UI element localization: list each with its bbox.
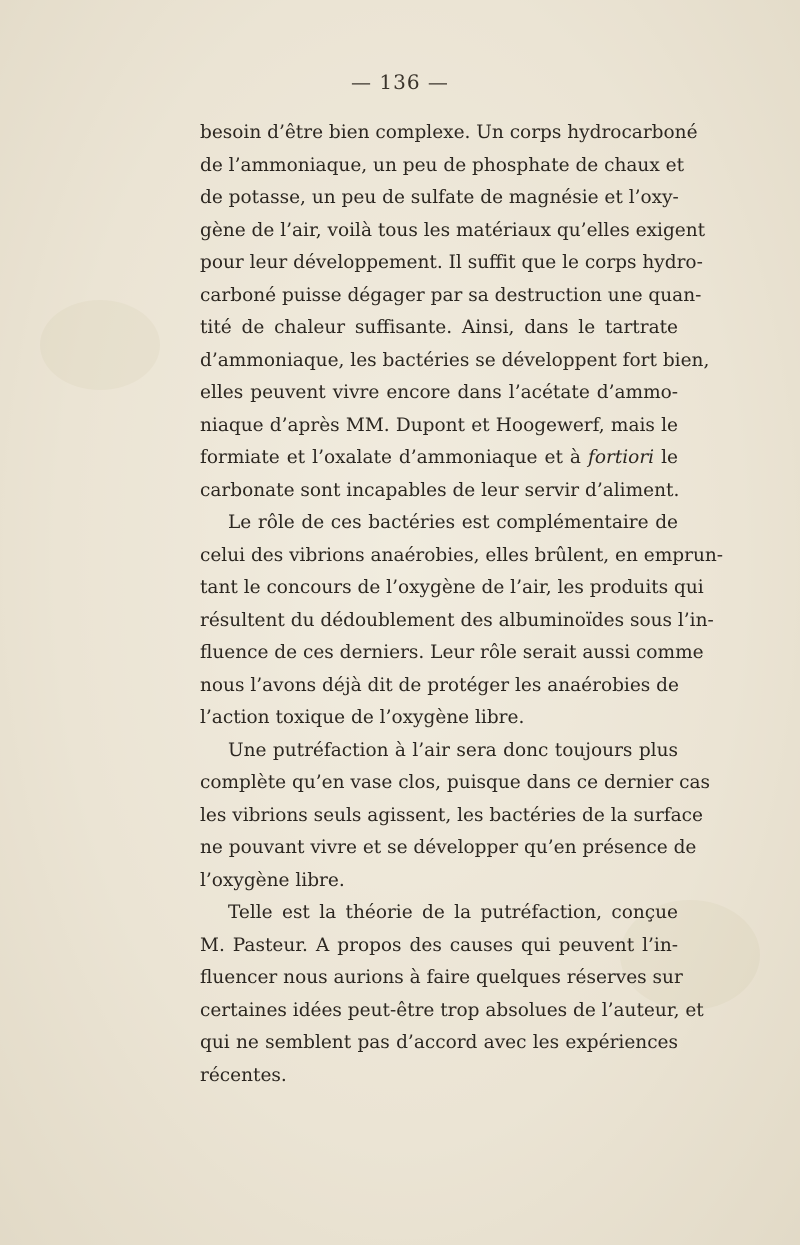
- text-line: gène de l’air, voilà tous les matériaux qu’elles exigent: [200, 219, 706, 241]
- text-line: carbonate sont incapables de leur servir d’aliment.: [200, 479, 680, 501]
- text-line: niaque d’après MM. Dupont et Hoogewerf, mais le: [200, 414, 678, 436]
- text-line: fluencer nous aurions à faire quelques réserves sur: [200, 967, 683, 988]
- text-line: résultent du dédoublement des albuminoïdes sous l’in-: [200, 609, 714, 631]
- paper-stain: [40, 300, 160, 390]
- text-line: fluence de ces derniers. Leur rôle serait aussi comme: [200, 642, 704, 663]
- text-fragment: formiate et l’oxalate d’ammoniaque et à: [200, 447, 588, 468]
- text-line: elles peuvent vivre encore dans l’acétate d’ammo-: [200, 382, 678, 403]
- text-line: Une putréfaction à l’air sera donc toujours plus: [228, 739, 678, 761]
- text-line: nous l’avons déjà dit de protéger les anaérobies de: [200, 674, 679, 696]
- text-line: Le rôle de ces bactéries est complémentaire de: [228, 512, 678, 533]
- text-line: qui ne semblent pas d’accord avec les expériences: [200, 1032, 678, 1053]
- text-line: ne pouvant vivre et se développer qu’en présence de: [200, 837, 697, 858]
- italic-term: fortiori: [588, 447, 655, 468]
- text-line: récentes.: [200, 1064, 287, 1086]
- text-line: celui des vibrions anaérobies, elles brûlent, en emprun-: [200, 544, 724, 566]
- text-line: carboné puisse dégager par sa destruction une quan-: [200, 284, 702, 306]
- text-line: [200, 442, 678, 475]
- text-line: de potasse, un peu de sulfate de magnésie et l’oxy-: [200, 187, 679, 208]
- text-line: l’oxygène libre.: [200, 869, 345, 891]
- page-number: — 136 —: [351, 70, 449, 94]
- text-line: de l’ammoniaque, un peu de phosphate de chaux et: [200, 154, 685, 176]
- body-text: [200, 117, 724, 1092]
- text-line: M. Pasteur. A propos des causes qui peuvent l’in-: [200, 934, 678, 956]
- text-line: tité de chaleur suffisante. Ainsi, dans le tartrate: [200, 317, 678, 338]
- text-line: certaines idées peut-être trop absolues de l’auteur, et: [200, 999, 704, 1021]
- text-line: l’action toxique de l’oxygène libre.: [200, 707, 525, 728]
- text-line: les vibrions seuls agissent, les bactéries de la surface: [200, 804, 703, 826]
- text-line: complète qu’en vase clos, puisque dans ce dernier cas: [200, 772, 710, 793]
- text-line: pour leur développement. Il suffit que le corps hydro-: [200, 252, 703, 273]
- text-line: tant le concours de l’oxygène de l’air, les produits qui: [200, 577, 704, 598]
- text-line: Telle est la théorie de la putréfaction, conçue: [228, 902, 678, 923]
- text-line: d’ammoniaque, les bactéries se développent fort bien,: [200, 349, 710, 371]
- text-fragment: le: [654, 447, 678, 468]
- text-line: besoin d’être bien complexe. Un corps hydrocarboné: [200, 122, 698, 143]
